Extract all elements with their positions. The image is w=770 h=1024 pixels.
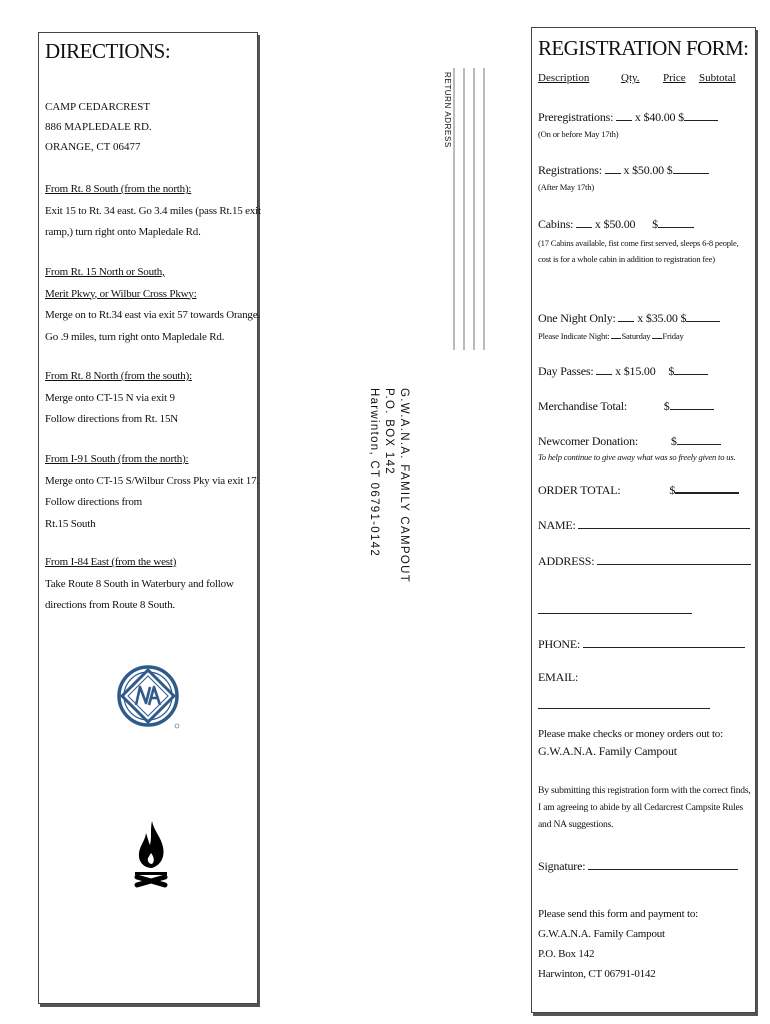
registration-title: REGISTRATION FORM:: [538, 36, 749, 60]
header-qty: Qty.: [621, 72, 640, 84]
reg-subtotal-field[interactable]: [673, 162, 709, 174]
registration-form-panel: [531, 27, 756, 1013]
return-address-lines: [452, 68, 486, 350]
route-i91: From I-91 South (from the north): Merge onto CT-15 S/Wilbur Cross Pky via exit 17. Follow directions from Rt.15 South: [45, 453, 259, 530]
day-passes-qty-field[interactable]: [596, 363, 612, 375]
header-subtotal: Subtotal: [699, 72, 736, 84]
signature-field[interactable]: [588, 858, 738, 870]
saturday-checkbox[interactable]: [611, 330, 621, 339]
header-description: Description: [538, 72, 590, 84]
one-night-qty-field[interactable]: [618, 310, 634, 322]
camp-address: CAMP CEDARCREST 886 MAPLEDALE RD. ORANGE, CT 06477: [45, 101, 152, 153]
address-field-line2[interactable]: [538, 613, 692, 614]
route-i84: From I-84 East (from the west) Take Route 8 South in Waterbury and follow directions from Route 8 South.: [45, 556, 234, 611]
newcomer-row: Newcomer Donation: $: [538, 433, 721, 449]
address-field[interactable]: [597, 553, 751, 565]
prereg-subtotal-field[interactable]: [684, 109, 718, 121]
signature-row: Signature:: [538, 858, 738, 874]
route-rt8-north: From Rt. 8 North (from the south): Merge onto CT-15 N via exit 9 Follow directions from Rt. 15N: [45, 370, 192, 425]
send-to-text: Please send this form and payment to: G.W.A.N.A. Family Campout P.O. Box 142 Harwinton, CT 06791-0142: [538, 908, 699, 980]
newcomer-note: To help continue to give away what was so freely given to us.: [538, 452, 736, 462]
phone-field[interactable]: [583, 636, 745, 648]
phone-row: PHONE:: [538, 636, 745, 652]
merchandise-total-field[interactable]: [670, 398, 714, 410]
cabins-note: (17 Cabins available, fist come first served, sleeps 6-8 people, cost is for a whole cabin in addition to registration fee): [538, 238, 739, 264]
email-row: EMAIL:: [538, 670, 579, 684]
route-rt8-south: From Rt. 8 South (from the north): Exit 15 to Rt. 34 east. Go 3.4 miles (pass Rt.15 exit ramp,) turn right onto Mapledale Rd.: [45, 183, 261, 238]
reg-qty-field[interactable]: [605, 162, 621, 174]
one-night-note: Please Indicate Night: Saturday Friday: [538, 331, 684, 341]
order-total-row: ORDER TOTAL: $: [538, 481, 739, 498]
prereg-row: Preregistrations: x $40.00 $: [538, 109, 718, 125]
friday-checkbox[interactable]: [652, 330, 662, 339]
directions-title: DIRECTIONS:: [45, 39, 171, 63]
directions-panel: [38, 32, 261, 1004]
cabins-row: Cabins: x $50.00 $: [538, 216, 694, 232]
cabins-subtotal-field[interactable]: [658, 216, 694, 228]
reg-row: Registrations: x $50.00 $: [538, 162, 709, 178]
name-row: NAME:: [538, 517, 750, 533]
day-passes-row: Day Passes: x $15.00 $: [538, 363, 708, 379]
day-passes-subtotal-field[interactable]: [674, 363, 708, 375]
merchandise-row: Merchandise Total: $: [538, 398, 714, 414]
one-night-subtotal-field[interactable]: [686, 310, 720, 322]
na-logo-icon: [117, 665, 183, 731]
newcomer-donation-field[interactable]: [677, 433, 721, 445]
prereg-qty-field[interactable]: [616, 109, 632, 121]
email-field[interactable]: [538, 708, 710, 709]
cabins-qty-field[interactable]: [576, 216, 592, 228]
mailing-address: G.W.A.N.A. FAMILY CAMPOUT P.O. BOX 142 Harwinton, CT 06791-0142: [368, 388, 410, 584]
order-total-field[interactable]: [675, 481, 739, 494]
header-price: Price: [663, 72, 686, 84]
route-rt15: From Rt. 15 North or South, Merit Pkwy, or Wilbur Cross Pkwy: Merge on to Rt.34 east via exit 57 towards Orange. Go .9 miles, turn right onto Mapledale Rd.: [45, 266, 260, 343]
checks-payable-text: Please make checks or money orders out to: G.W.A.N.A. Family Campout: [538, 728, 723, 758]
campfire-icon: [133, 819, 169, 891]
one-night-row: One Night Only: x $35.00 $: [538, 310, 720, 326]
reg-note: (After May 17th): [538, 182, 594, 192]
address-row: ADDRESS:: [538, 553, 751, 569]
prereg-note: (On or before May 17th): [538, 129, 619, 139]
return-address-label: RETURN ADRESS: [443, 72, 452, 148]
agreement-text: By submitting this registration form with the correct finds, I am agreeing to abide by all Cedarcrest Campsite Rules and NA suggestions.: [538, 785, 751, 830]
name-field[interactable]: [578, 517, 750, 529]
